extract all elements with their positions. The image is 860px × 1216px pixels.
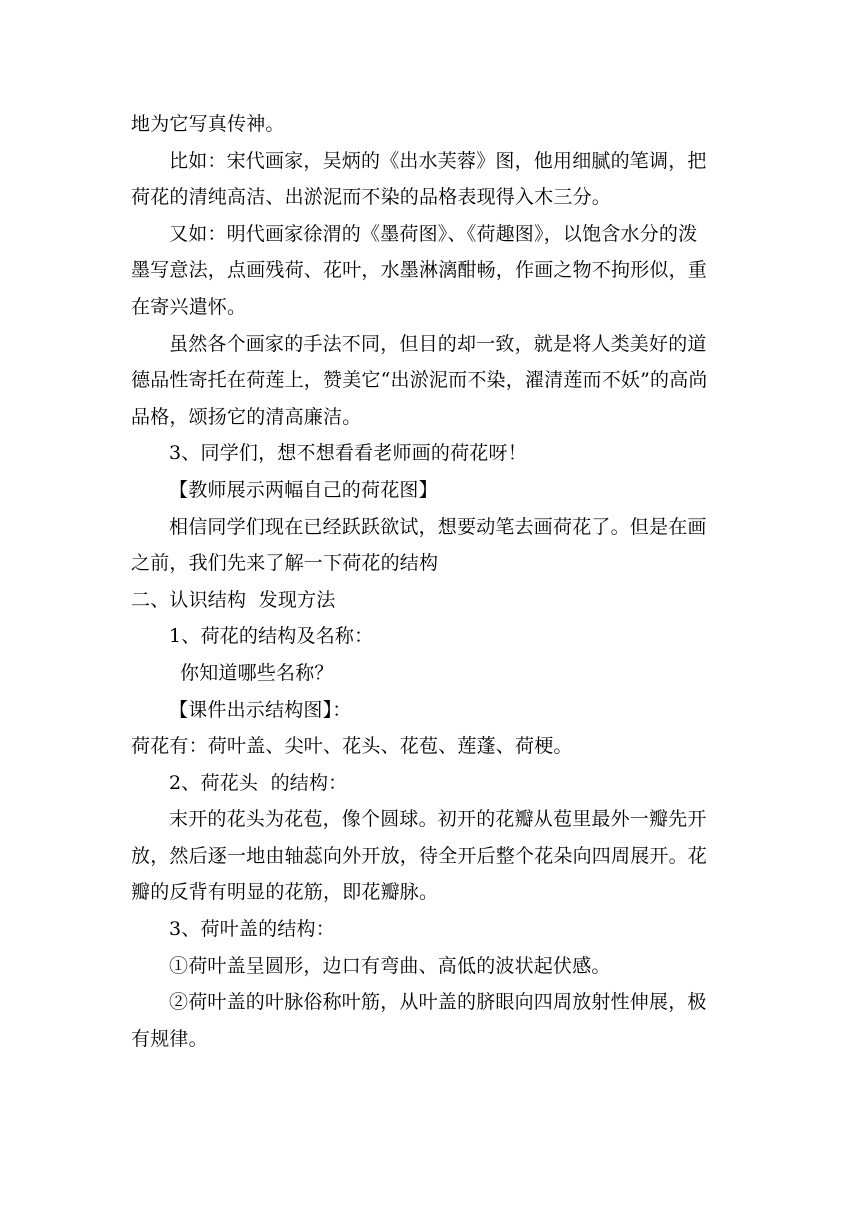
text-line: 相信同学们现在已经跃跃欲试，想要动笔去画荷花了。但是在画 [169,515,707,538]
paragraph-example-ming-dynasty [131,216,731,326]
paragraph-item-3 [131,911,731,948]
paragraph-leaf-point-1 [131,948,731,985]
text-line: 有规律。 [131,1027,208,1050]
paragraph-summary [131,326,731,436]
paragraph-teacher-display [131,472,731,509]
text-line: 虽然各个画家的手法不同，但目的却一致，就是将人类美好的道 [169,332,707,355]
paragraph-leaf-point-2 [131,984,731,1057]
paragraph-question-names [131,655,731,692]
paragraph-continuation [131,106,731,143]
text-line: 【课件出示结构图】： [169,698,352,721]
paragraph-courseware-diagram [131,692,731,729]
paragraph-item-2 [131,765,731,802]
text-line: 地为它写真传神。 [131,113,285,135]
text-line: 1、荷花的结构及名称： [169,625,374,648]
section-heading-structure [131,582,731,619]
paragraph-flower-head-description [131,801,731,911]
text-line: 比如：宋代画家，吴炳的《出水芙蓉》图，他用细腻的笔调，把 [169,149,707,172]
text-line: 之前，我们先来了解一下荷花的结构 [131,552,439,575]
text-line: ①荷叶盖呈圆形，边口有弯曲、高低的波状起伏感。 [169,954,611,977]
paragraph-transition [131,509,731,582]
text-line: 你知道哪些名称？ [180,661,334,684]
text-line: 荷花有：荷叶盖、尖叶、花头、花苞、莲蓬、荷梗。 [131,735,573,758]
document-body [131,106,731,1057]
text-line: 末开的花头为花苞，像个圆球。初开的花瓣从苞里最外一瓣先开 [169,808,707,831]
paragraph-example-song-dynasty [131,143,731,216]
text-line: 在寄兴遣怀。 [131,295,247,318]
text-line: 3、同学们，想不想看看老师画的荷花呀！ [169,442,527,465]
paragraph-step-3-question [131,435,731,472]
text-line: 2、荷花头 的结构： [169,771,348,794]
paragraph-item-1 [131,618,731,655]
text-line: 品格，颂扬它的清高廉洁。 [131,405,362,428]
paragraph-lotus-parts [131,728,731,765]
text-line: 德品性寄托在荷莲上，赞美它“出淤泥而不染，濯清莲而不妖”的高尚 [131,369,708,392]
text-line: 二、认识结构 发现方法 [131,588,336,611]
text-line: ②荷叶盖的叶脉俗称叶筋，从叶盖的脐眼向四周放射性伸展，极 [169,991,707,1014]
text-line: 又如：明代画家徐渭的《墨荷图》、《荷趣图》，以饱含水分的泼 [169,222,698,245]
text-line: 荷花的清纯高洁、出淤泥而不染的品格表现得入木三分。 [131,186,612,209]
text-line: 放，然后逐一地由轴蕊向外开放，待全开后整个花朵向四周展开。花 [131,844,708,867]
text-line: 3、荷叶盖的结构： [169,918,335,941]
text-line: 【教师展示两幅自己的荷花图】 [169,478,438,501]
text-line: 瓣的反背有明显的花筋，即花瓣脉。 [131,881,439,904]
text-line: 墨写意法，点画残荷、花叶，水墨淋漓酣畅，作画之物不拘形似，重 [131,259,708,282]
